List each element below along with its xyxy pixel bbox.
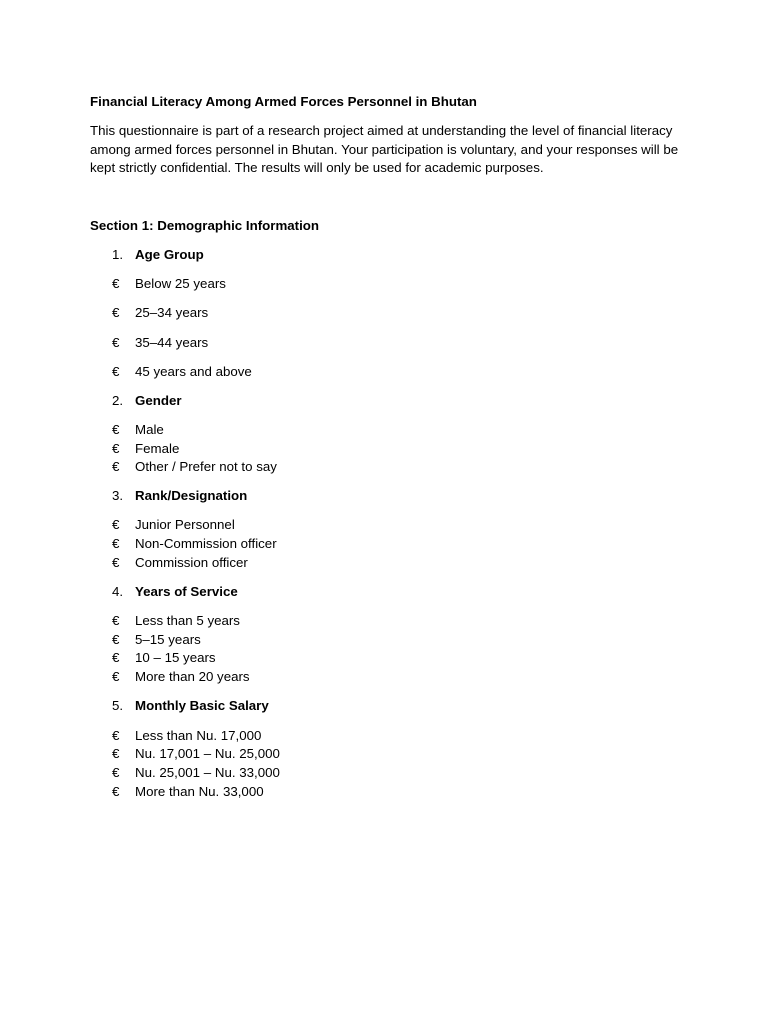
option-item[interactable]	[112, 535, 277, 553]
option-label: Below 25 years	[135, 276, 226, 291]
option-label: 35–44 years	[135, 335, 209, 350]
question-gender	[112, 392, 182, 410]
option-item[interactable]	[112, 554, 248, 572]
euro-bullet-icon: €	[112, 536, 120, 551]
option-label: 25–34 years	[135, 305, 209, 320]
euro-bullet-icon: €	[112, 728, 120, 743]
question-label: Gender	[135, 393, 182, 408]
option-item[interactable]	[112, 745, 280, 763]
euro-bullet-icon: €	[112, 746, 120, 761]
option-label: Nu. 17,001 – Nu. 25,000	[135, 746, 280, 761]
option-label: Less than Nu. 17,000	[135, 728, 262, 743]
euro-bullet-icon: €	[112, 669, 120, 684]
question-label: Years of Service	[135, 584, 238, 599]
euro-bullet-icon: €	[112, 632, 120, 647]
option-label: 5–15 years	[135, 632, 201, 647]
option-label: 45 years and above	[135, 364, 252, 379]
question-rank-designation	[112, 487, 247, 505]
euro-bullet-icon: €	[112, 364, 120, 379]
option-item[interactable]	[112, 304, 208, 322]
option-label: More than 20 years	[135, 669, 250, 684]
option-item[interactable]	[112, 727, 261, 745]
option-item[interactable]	[112, 440, 179, 458]
option-label: More than Nu. 33,000	[135, 784, 264, 799]
option-item[interactable]	[112, 421, 164, 439]
option-label: Non-Commission officer	[135, 536, 277, 551]
option-label: Other / Prefer not to say	[135, 459, 277, 474]
question-number: 5.	[112, 698, 124, 713]
euro-bullet-icon: €	[112, 765, 120, 780]
euro-bullet-icon: €	[112, 276, 120, 291]
option-label: Nu. 25,001 – Nu. 33,000	[135, 765, 280, 780]
option-item[interactable]	[112, 649, 216, 667]
euro-bullet-icon: €	[112, 459, 120, 474]
section-heading: Section 1: Demographic Information	[90, 218, 320, 233]
option-label: Female	[135, 441, 180, 456]
euro-bullet-icon: €	[112, 335, 120, 350]
question-number: 3.	[112, 488, 124, 503]
option-item[interactable]	[112, 783, 264, 801]
question-label: Rank/Designation	[135, 488, 248, 503]
euro-bullet-icon: €	[112, 613, 120, 628]
option-label: 10 – 15 years	[135, 650, 216, 665]
question-number: 4.	[112, 584, 124, 599]
option-label: Less than 5 years	[135, 613, 240, 628]
option-item[interactable]	[112, 612, 240, 630]
option-item[interactable]	[112, 631, 201, 649]
option-item[interactable]	[112, 275, 226, 293]
euro-bullet-icon: €	[112, 555, 120, 570]
option-item[interactable]	[112, 668, 250, 686]
question-years-of-service	[112, 583, 238, 601]
question-number: 1.	[112, 247, 124, 262]
option-item[interactable]	[112, 363, 252, 381]
question-label: Monthly Basic Salary	[135, 698, 269, 713]
question-label: Age Group	[135, 247, 204, 262]
euro-bullet-icon: €	[112, 305, 120, 320]
option-item[interactable]	[112, 764, 280, 782]
euro-bullet-icon: €	[112, 517, 120, 532]
document-title: Financial Literacy Among Armed Forces Personnel in Bhutan	[90, 94, 477, 109]
euro-bullet-icon: €	[112, 441, 120, 456]
option-label: Commission officer	[135, 555, 248, 570]
option-item[interactable]	[112, 334, 208, 352]
euro-bullet-icon: €	[112, 422, 120, 437]
intro-paragraph: This questionnaire is part of a research project aimed at understanding the level of financial literacy among armed forces personnel in Bhutan. Your participation is voluntary, and your responses will be kept strictly confidential. The results will only be used for academic purposes.	[90, 123, 679, 176]
question-age-group	[112, 246, 204, 264]
option-label: Junior Personnel	[135, 517, 235, 532]
option-label: Male	[135, 422, 164, 437]
option-item[interactable]	[112, 458, 277, 476]
question-number: 2.	[112, 393, 124, 408]
euro-bullet-icon: €	[112, 784, 120, 799]
euro-bullet-icon: €	[112, 650, 120, 665]
option-item[interactable]	[112, 516, 235, 534]
question-monthly-basic-salary	[112, 697, 269, 715]
